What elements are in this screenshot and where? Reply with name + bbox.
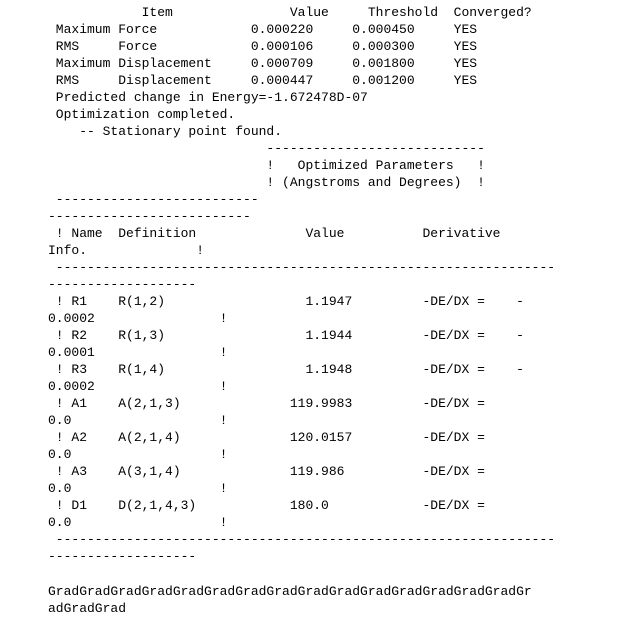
param-row-a3: ! A3 A(3,1,4) 119.986 -DE/DX = xyxy=(48,464,485,479)
params-column-header-wrap: Info. ! xyxy=(48,243,205,258)
convergence-header: Item Value Threshold Converged? xyxy=(48,5,532,20)
param-row-r2: ! R2 R(1,3) 1.1944 -DE/DX = - xyxy=(48,328,524,343)
param-row-a1: ! A1 A(2,1,3) 119.9983 -DE/DX = xyxy=(48,396,485,411)
param-row-a3-wrap: 0.0 ! xyxy=(48,481,228,496)
params-separator-top: ---------------------------------------------------------------- xyxy=(48,260,556,275)
param-row-r3: ! R3 R(1,4) 1.1948 -DE/DX = - xyxy=(48,362,524,377)
convergence-row-max-displacement: Maximum Displacement 0.000709 0.001800 YES xyxy=(48,56,478,71)
grad-banner: GradGradGradGradGradGradGradGradGradGradGradGradGradGradGradGr xyxy=(48,584,532,599)
params-separator-bottom: ---------------------------------------------------------------- xyxy=(48,532,556,547)
params-title-line-1: ! Optimized Parameters ! xyxy=(48,158,485,173)
convergence-row-rms-displacement: RMS Displacement 0.000447 0.001200 YES xyxy=(48,73,478,88)
param-row-r3-wrap: 0.0002 ! xyxy=(48,379,228,394)
stationary-point-found: -- Stationary point found. xyxy=(48,124,283,139)
param-row-a1-wrap: 0.0 ! xyxy=(48,413,228,428)
optimization-completed: Optimization completed. xyxy=(48,107,236,122)
params-rule-b: -------------------------- xyxy=(48,209,251,224)
param-row-a2-wrap: 0.0 ! xyxy=(48,447,228,462)
convergence-row-max-force: Maximum Force 0.000220 0.000450 YES xyxy=(48,22,478,37)
param-row-r1: ! R1 R(1,2) 1.1947 -DE/DX = - xyxy=(48,294,524,309)
params-column-header: ! Name Definition Value Derivative xyxy=(48,226,501,241)
grad-banner-wrap: adGradGrad xyxy=(48,601,127,616)
param-row-r2-wrap: 0.0001 ! xyxy=(48,345,228,360)
convergence-row-rms-force: RMS Force 0.000106 0.000300 YES xyxy=(48,39,478,54)
param-row-d1-wrap: 0.0 ! xyxy=(48,515,228,530)
params-rule-a: -------------------------- xyxy=(48,192,259,207)
predicted-energy-change: Predicted change in Energy=-1.672478D-07 xyxy=(48,90,368,105)
param-row-d1: ! D1 D(2,1,4,3) 180.0 -DE/DX = xyxy=(48,498,485,513)
params-separator-bottom-wrap: ------------------- xyxy=(48,549,197,564)
params-title-line-2: ! (Angstroms and Degrees) ! xyxy=(48,175,485,190)
param-row-a2: ! A2 A(2,1,4) 120.0157 -DE/DX = xyxy=(48,430,485,445)
param-row-r1-wrap: 0.0002 ! xyxy=(48,311,228,326)
params-box-top-rule: ---------------------------- xyxy=(48,141,485,156)
params-separator-top-wrap: ------------------- xyxy=(48,277,197,292)
